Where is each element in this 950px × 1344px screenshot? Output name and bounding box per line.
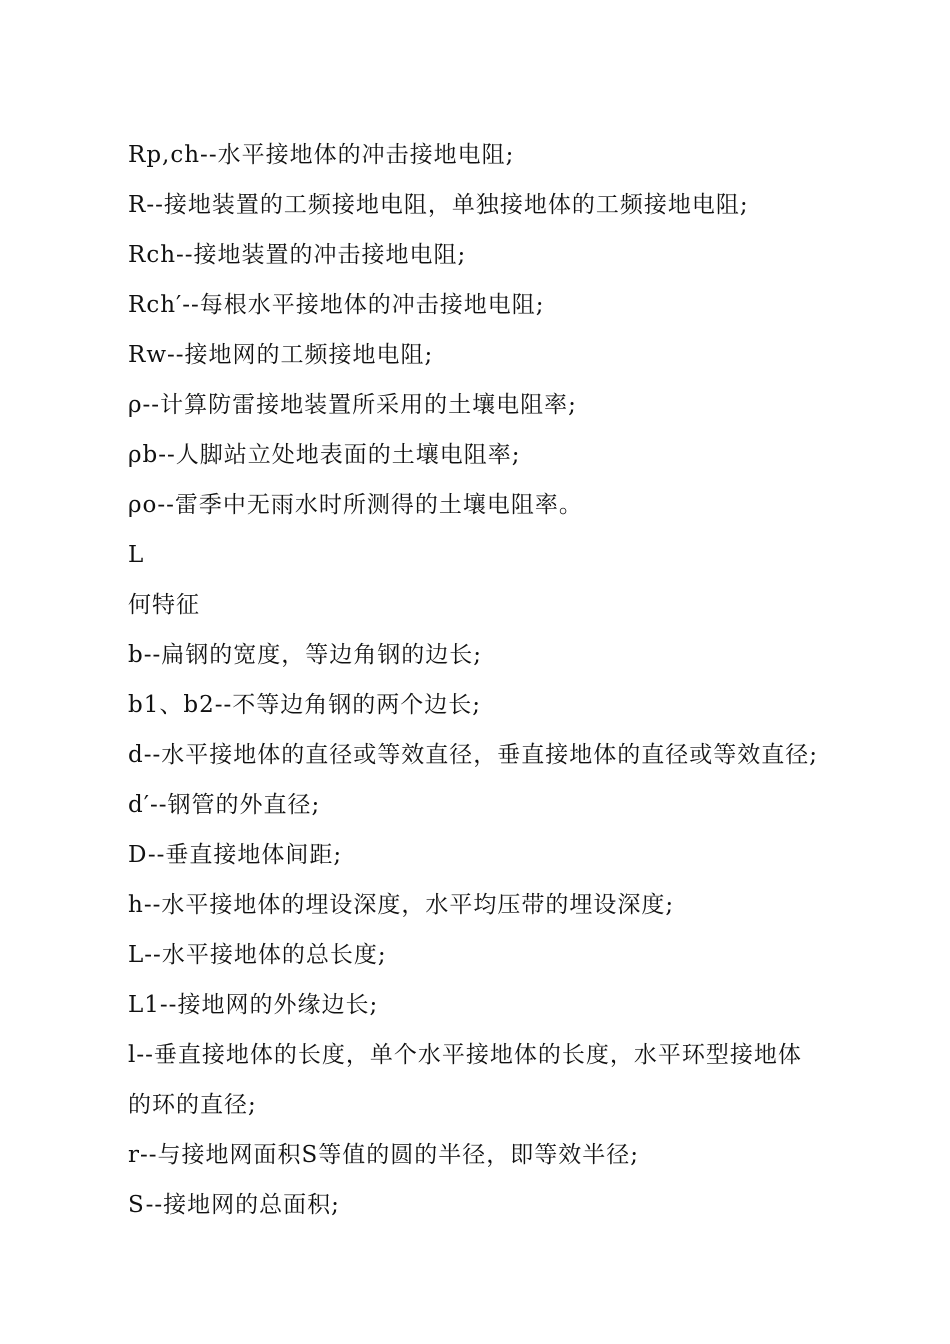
symbol-definition-list (128, 130, 868, 1230)
text-line-s: S--接地网的总面积; (128, 1192, 340, 1218)
text-line-geometric-features: 何特征 (128, 592, 200, 618)
text-line-r-radius: r--与接地网面积S等值的圆的半径，即等效半径; (128, 1142, 640, 1168)
text-line-d-prime: d′--钢管的外直径; (128, 792, 321, 818)
text-line-b: b--扁钢的宽度，等边角钢的边长; (128, 642, 483, 668)
text-line-d-spacing: D--垂直接地体间距; (128, 842, 343, 868)
text-line-d: d--水平接地体的直径或等效直径，垂直接地体的直径或等效直径; (128, 742, 819, 768)
text-line-rch: Rch--接地装置的冲击接地电阻; (128, 242, 467, 268)
text-line-l-vertical: l--垂直接地体的长度，单个水平接地体的长度，水平环型接地体 (128, 1042, 802, 1068)
text-line-r: R--接地装置的工频接地电阻，单独接地体的工频接地电阻; (128, 192, 749, 218)
text-line-l-total: L--水平接地体的总长度; (128, 942, 387, 968)
text-line-rho-o: ρo--雷季中无雨水时所测得的土壤电阻率。 (128, 492, 583, 518)
text-line-h: h--水平接地体的埋设深度，水平均压带的埋设深度; (128, 892, 675, 918)
text-line-rho: ρ--计算防雷接地装置所采用的土壤电阻率; (128, 392, 577, 418)
text-line-rch-prime: Rch′--每根水平接地体的冲击接地电阻; (128, 292, 545, 318)
text-line-l1: L1--接地网的外缘边长; (128, 992, 379, 1018)
text-line-rho-b: ρb--人脚站立处地表面的土壤电阻率; (128, 442, 521, 468)
text-line-rpch: Rp,ch--水平接地体的冲击接地电阻; (128, 142, 515, 168)
text-line-l-vertical-cont: 的环的直径; (128, 1092, 257, 1118)
text-line-rw: Rw--接地网的工频接地电阻; (128, 342, 434, 368)
text-line-l-heading: L (128, 542, 145, 568)
text-line-b1-b2: b1、b2--不等边角钢的两个边长; (128, 692, 482, 718)
